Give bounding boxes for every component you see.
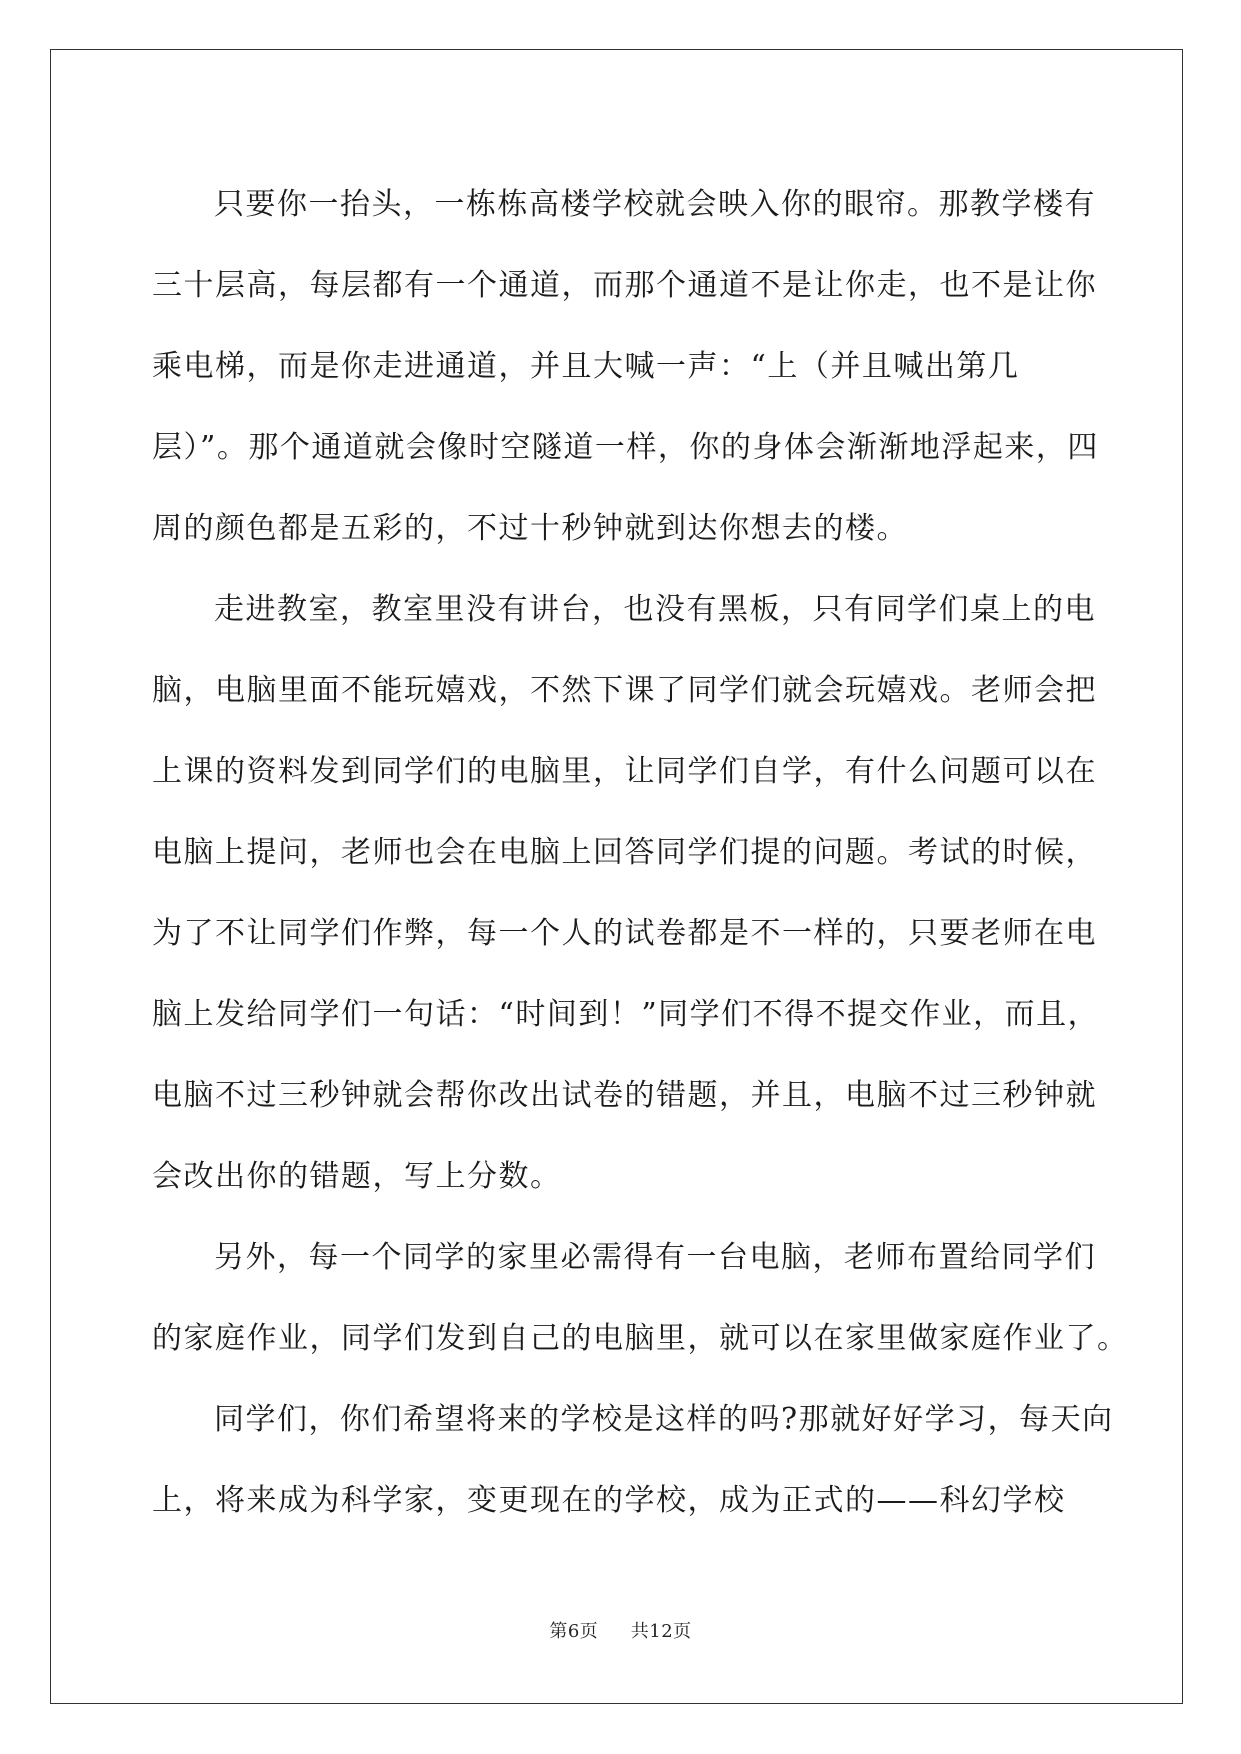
text-line: 三十层高，每层都有一个通道，而那个通道不是让你走，也不是让你: [152, 268, 1097, 303]
text-line: 乘电梯，而是你走进通道，并且大喊一声：“上（并且喊出第几: [152, 349, 1020, 384]
text-line: 电脑不过三秒钟就会帮你改出试卷的错题，并且，电脑不过三秒钟就: [152, 1078, 1097, 1113]
text-line: 另外，每一个同学的家里必需得有一台电脑，老师布置给同学们: [214, 1240, 1096, 1275]
text-line: 只要你一抬头，一栋栋高楼学校就会映入你的眼帘。那教学楼有: [214, 187, 1096, 222]
paragraph-3: [152, 1217, 1129, 1379]
text-line: 的家庭作业，同学们发到自己的电脑里，就可以在家里做家庭作业了。: [152, 1321, 1129, 1356]
document-body: [152, 164, 1129, 1541]
text-line: 周的颜色都是五彩的，不过十秒钟就到达你想去的楼。: [152, 511, 908, 546]
text-line: 层）”。那个通道就会像时空隧道一样，你的身体会渐渐地浮起来，四: [152, 430, 1099, 465]
page-total: 共12页: [630, 1621, 692, 1642]
text-line: 电脑上提问，老师也会在电脑上回答同学们提的问题。考试的时候，: [152, 835, 1097, 870]
page-footer: [0, 1617, 1241, 1643]
text-line: 会改出你的错题，写上分数。: [152, 1159, 562, 1194]
text-line: 上，将来成为科学家，变更现在的学校，成为正式的——科幻学校: [152, 1483, 1066, 1518]
text-line: 上课的资料发到同学们的电脑里，让同学们自学，有什么问题可以在: [152, 754, 1097, 789]
paragraph-2: [152, 569, 1100, 1217]
text-line: 为了不让同学们作弊，每一个人的试卷都是不一样的，只要老师在电: [152, 916, 1097, 951]
page-number: 第6页: [549, 1621, 599, 1642]
text-line: 脑上发给同学们一句话：“时间到！”同学们不得不提交作业，而且，: [152, 997, 1100, 1032]
text-line: 脑，电脑里面不能玩嬉戏，不然下课了同学们就会玩嬉戏。老师会把: [152, 673, 1097, 708]
text-line: 同学们，你们希望将来的学校是这样的吗?那就好好学习，每天向: [214, 1402, 1114, 1437]
paragraph-4: [152, 1379, 1114, 1541]
text-line: 走进教室，教室里没有讲台，也没有黑板，只有同学们桌上的电: [214, 592, 1096, 627]
paragraph-1: [152, 164, 1099, 569]
